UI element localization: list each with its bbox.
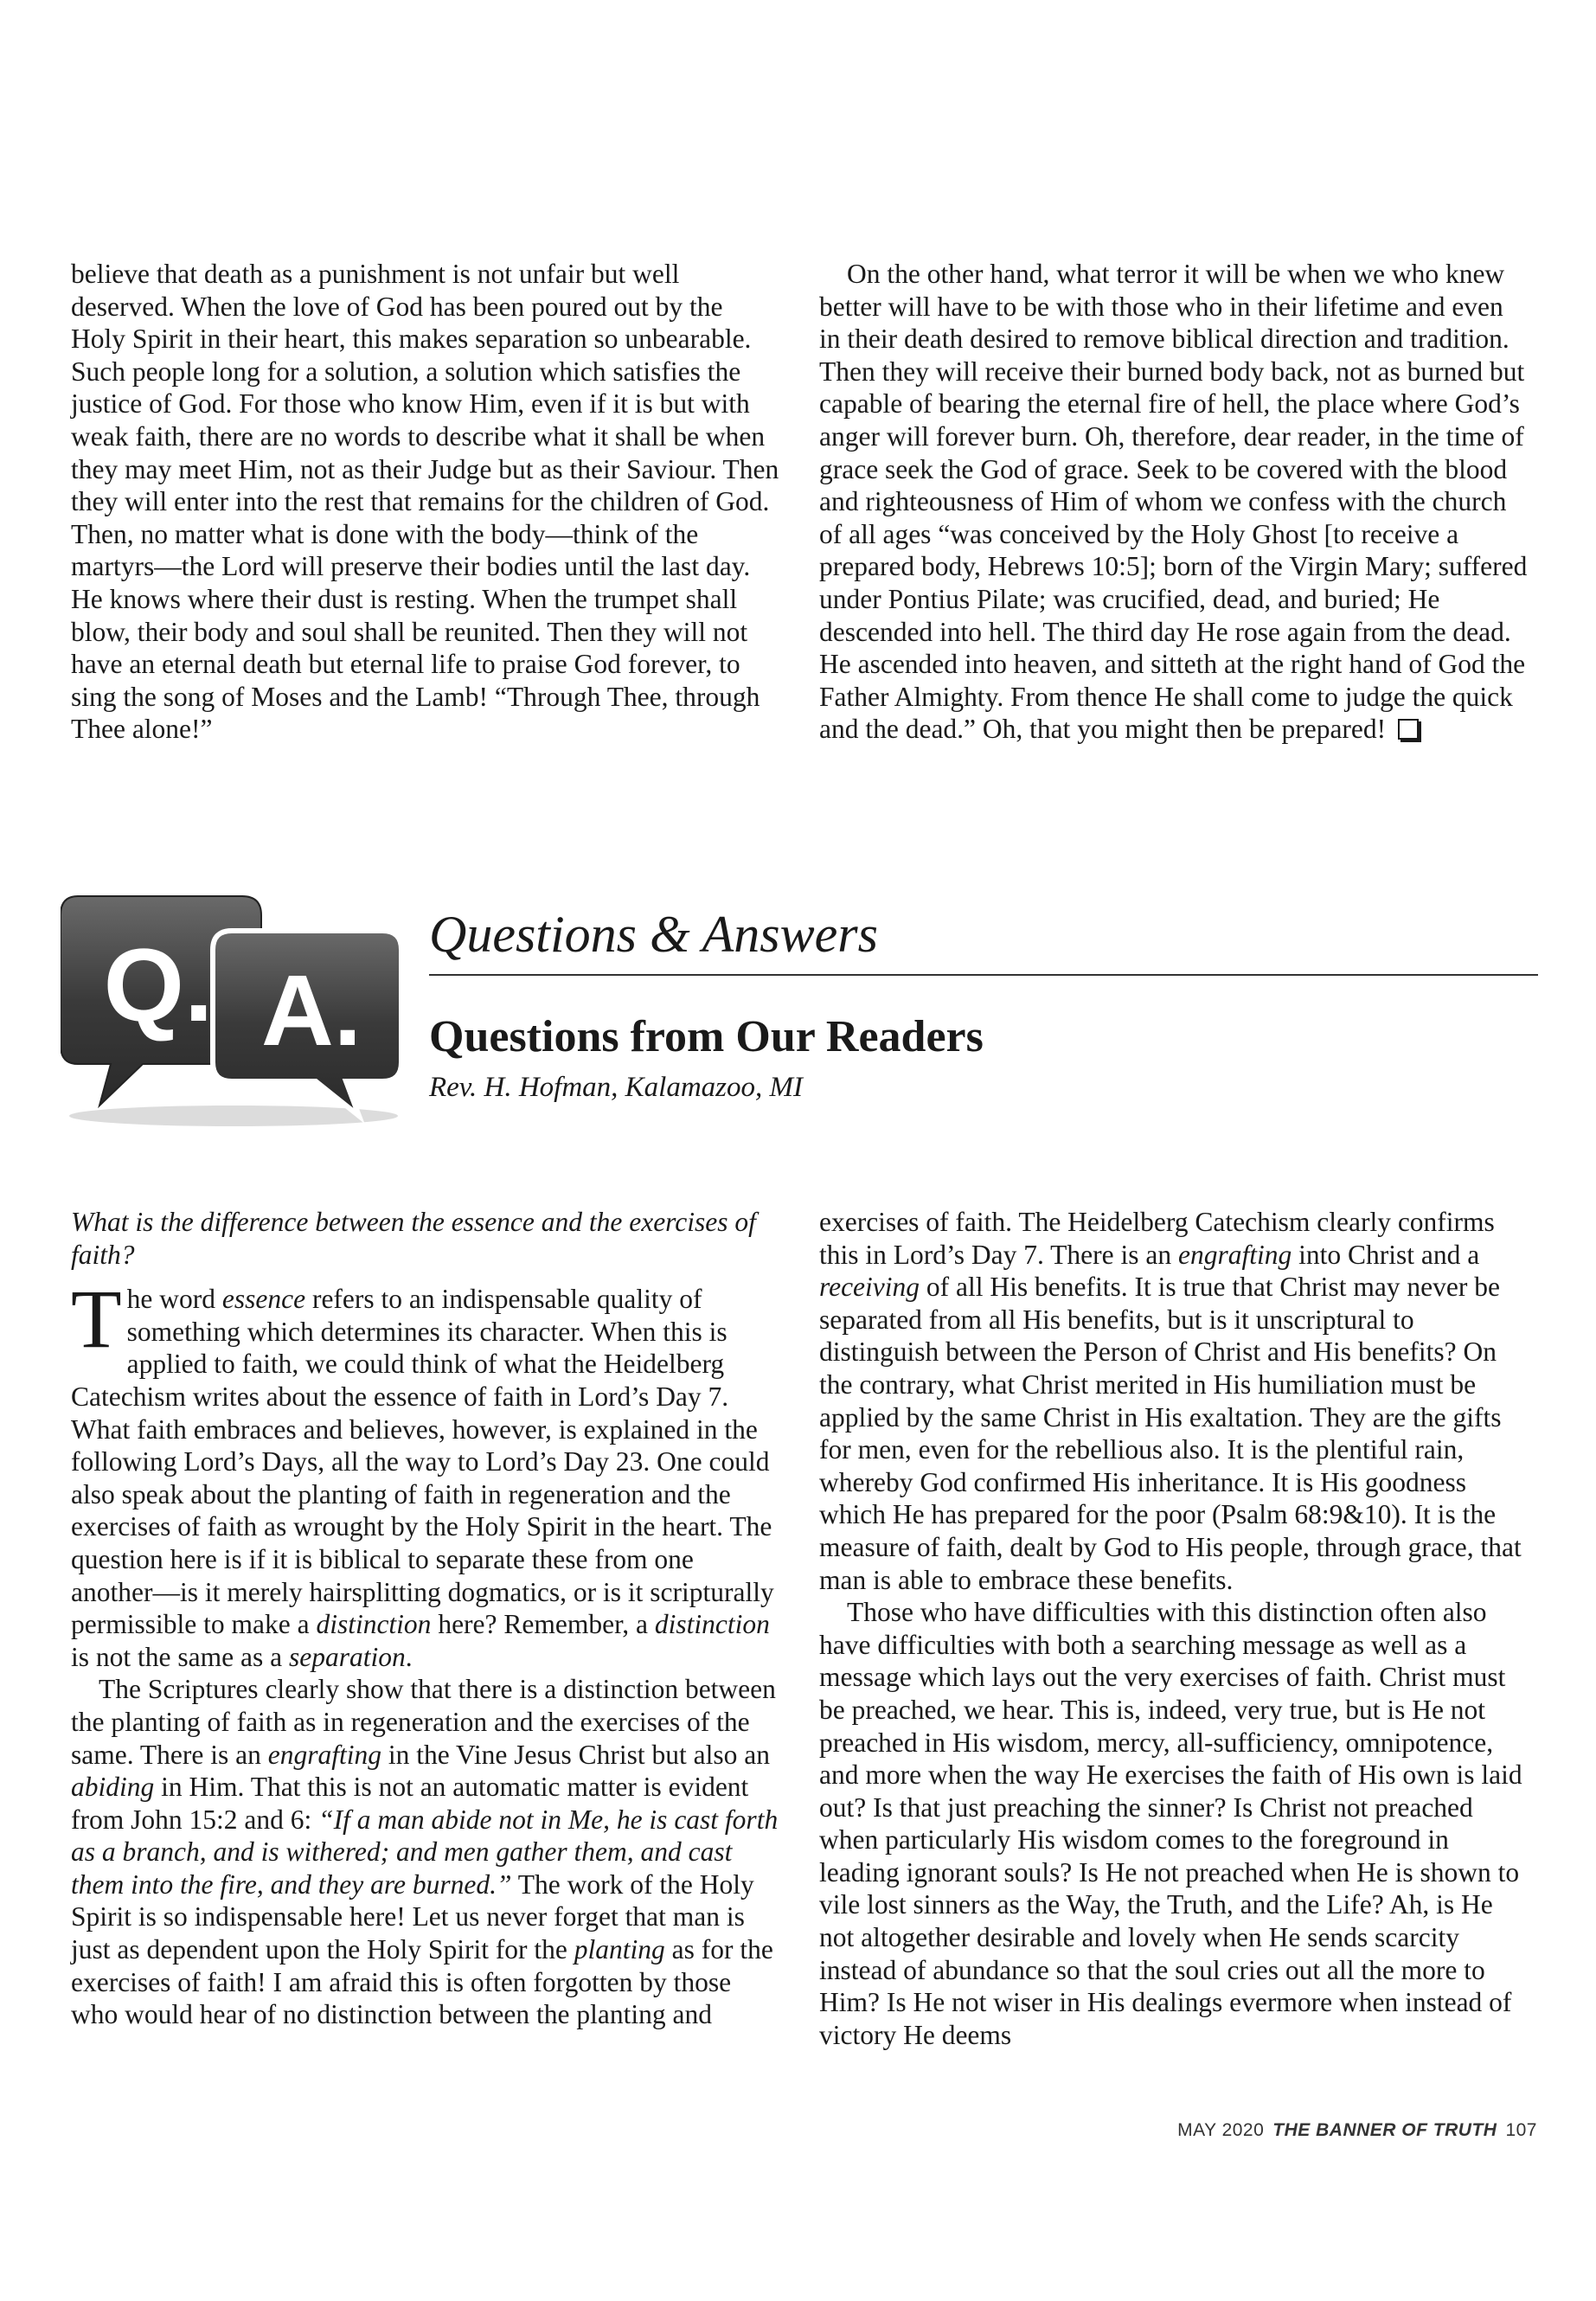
emphasis: distinction	[316, 1609, 432, 1640]
text-run: The Scriptures clearly show that there is a distinction between the planting of faith as in regeneration and the exercises of the same. There is an	[71, 1674, 776, 1770]
text-run: into Christ and a	[1292, 1239, 1480, 1270]
section-divider	[429, 974, 1538, 976]
a-letter: A.	[261, 954, 362, 1067]
article-author: Rev. H. Hofman, Kalamazoo, MI	[429, 1072, 803, 1103]
page-number: 107	[1505, 2120, 1537, 2140]
bottom-right-column	[819, 1206, 1529, 2051]
emphasis: distinction	[654, 1609, 770, 1640]
reader-question: What is the difference between the essence and the exercises of faith?	[71, 1207, 756, 1270]
text-run: The work of the Holy Spirit is so indispensable here! Let us never forget that man is just as dependent upon the Holy Spirit for the	[71, 1868, 754, 1965]
text-run: exercises of faith. The Heidelberg Catechism clearly confirms this in Lord’s Day 7. There is an	[819, 1207, 1495, 1270]
emphasis: abiding	[71, 1772, 155, 1803]
page-footer	[1177, 2120, 1537, 2141]
text-run: refers to an indispensable quality of something which determines its character. When this is applied to faith, we could think of what the Heidelberg Catechism writes about the essence of faith in Lord’s Day 7. What faith embraces and believes, however, is explained in the following Lord’s Days, all the way to Lord’s Day 23. One could also speak about the planting of faith in regeneration and the exercises of faith as wrought by the Holy Spirit in the heart. The question here is if it is biblical to separate these from one another—is it merely hairsplitting dogmatics, or is it scripturally permissible to make a	[71, 1284, 774, 1640]
section-title: Questions & Answers	[429, 906, 878, 963]
emphasis: receiving	[819, 1272, 920, 1303]
bottom-left-column	[71, 1206, 780, 2031]
top-right-paragraph	[819, 258, 1529, 746]
emphasis: separation	[288, 1641, 406, 1672]
q-letter: Q.	[103, 927, 214, 1043]
text-run: here? Remember, a	[431, 1609, 655, 1640]
qa-speech-bubbles-icon	[61, 889, 407, 1131]
text-run: of all His benefits. It is true that Christ may never be separated from all His benefits, but is it unscriptural to distinguish between the Person of Christ and His benefits? On the contrary, what Christ merited in His humiliation must be applied by the same Christ in His exaltation. They are the gifts for men, even for the rebellious also. It is the plentiful rain, whereby God confirmed His inheritance. It is His goodness which He has prepared for the poor (Psalm 68:9&10). It is the measure of faith, dealt by God to His people, through grace, that man is able to embrace these benefits.	[819, 1272, 1522, 1595]
answer-paragraph-1	[71, 1272, 780, 1673]
a-bubble	[213, 931, 401, 1116]
text-run: in Him. That this is not an automatic matter is evident from John 15:2 and 6:	[71, 1772, 749, 1835]
emphasis: engrafting	[267, 1739, 381, 1770]
top-left-column	[71, 258, 780, 746]
answer-paragraph-4: Those who have difficulties with this distinction often also have difficulties with both a searching message as well as a message which lays out the very exercises of faith. Christ must be preached, we hear. This is, indeed, very true, but is He not preached in His wisdom, mercy, all-sufficiency, omnipotence, and more when the way He exercises the faith of His own is laid out? Is that just preaching the sinner? Is Christ not preached when particularly His wisdom comes to the foreground in leading ignorant souls? Is He not preached when He is shown to vile lost sinners as the Way, the Truth, and the Life? Ah, is He not altogether desirable and lovely when He sends scarcity instead of abundance so that the soul cries out all the more to Him? Is He not wiser in His dealings evermore when instead of victory He deems	[819, 1597, 1522, 2050]
text-run: as for the exercises of faith! I am afraid this is often forgotten by those who would hear of no distinction between the planting and	[71, 1934, 773, 2030]
emphasis: engrafting	[1177, 1239, 1292, 1270]
text-run: .	[405, 1641, 413, 1672]
text-run: in the Vine Jesus Christ but also an	[381, 1739, 770, 1770]
text-run: he word	[126, 1284, 222, 1315]
end-of-article-icon	[1398, 719, 1419, 740]
emphasis: essence	[221, 1284, 306, 1315]
issue-date: MAY 2020	[1177, 2120, 1265, 2140]
top-right-column	[819, 258, 1529, 746]
top-right-paragraph-text: On the other hand, what terror it will be when we who knew better will have to be with those who in their lifetime and even in their death desired to remove biblical direction and tradition. Then they will receive their burned body back, not as burned but capable of bearing the eternal fire of hell, the place where God’s anger will forever burn. Oh, therefore, dear reader, in the time of grace seek the God of grace. Seek to be covered with the blood and righteousness of Him of whom we confess with the church of all ages “was conceived by the Holy Ghost [to receive a prepared body, Hebrews 10:5]; born of the Virgin Mary; suffered under Pontius Pilate; was crucified, dead, and buried; He descended into hell. The third day He rose again from the dead. He ascended into heaven, and sitteth at the right hand of God the Father Almighty. From thence He shall come to judge the quick and the dead.” Oh, that you might then be prepared!	[819, 259, 1528, 745]
drop-cap: T	[71, 1272, 122, 1366]
top-left-paragraph: believe that death as a punishment is not unfair but well deserved. When the love of God has been poured out by the Holy Spirit in their heart, this makes separation so unbearable. Such people long for a solution, a solution which satisfies the justice of God. For those who know Him, even if it is but with weak faith, there are no words to describe what it shall be when they may meet Him, not as their Judge but as their Saviour. Then they will enter into the rest that remains for the children of God. Then, no matter what is done with the body—think of the martyrs—the Lord will preserve their bodies until the last day. He knows where their dust is resting. When the trumpet shall blow, their body and soul shall be reunited. Then they will not have an eternal death but eternal life to praise God forever, to sing the song of Moses and the Lamb! “Through Thee, through Thee alone!”	[71, 259, 779, 745]
answer-paragraph-2	[71, 1673, 780, 2031]
scripture-quote: “If a man abide not in Me, he is cast forth as a branch, and is withered; and men gather them, and cast them into the fire, and they are burned.”	[71, 1804, 779, 1900]
article-title: Questions from Our Readers	[429, 1012, 984, 1061]
text-run: is not the same as a	[71, 1641, 289, 1672]
emphasis: planting	[574, 1934, 665, 1965]
answer-paragraph-3	[819, 1206, 1529, 1596]
publication-name: THE BANNER OF TRUTH	[1272, 2120, 1497, 2140]
